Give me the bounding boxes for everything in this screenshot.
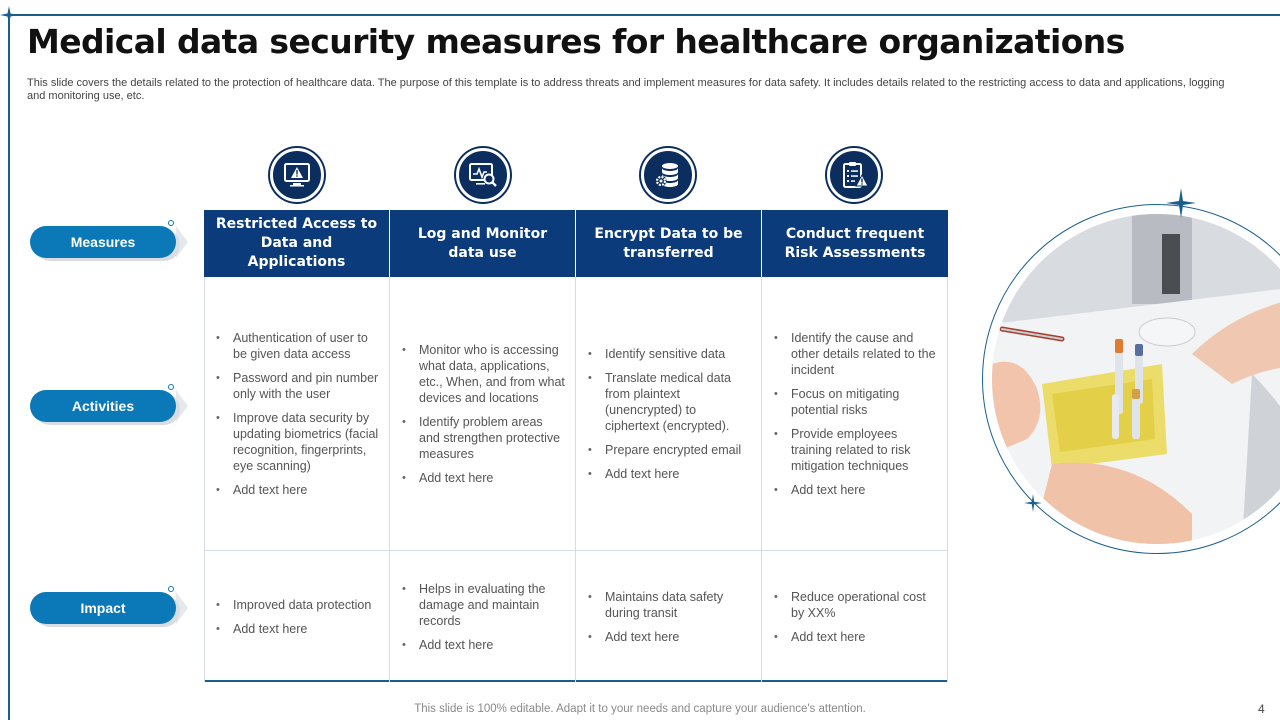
footer-note: This slide is 100% editable. Adapt it to your needs and capture your audience's attention. (414, 703, 866, 715)
list-item: • Identify problem areas and strengthen protective measures (400, 414, 566, 462)
row-label-activities: Activities (30, 390, 176, 422)
activities-cell-restricted-access (204, 277, 390, 550)
sparkle-icon (1024, 494, 1042, 512)
list-item: • Add text here (586, 629, 752, 645)
impact-cell-restricted-access (204, 551, 390, 682)
impact-cell-encrypt-data (576, 551, 762, 682)
list-item: • Maintains data safety during transit (586, 589, 752, 621)
list-item: • Reduce operational cost by XX% (772, 589, 938, 621)
row-label-measures: Measures (30, 226, 176, 258)
list-item: • Improved data protection (214, 597, 380, 613)
list-item: • Provide employees training related to risk mitigation techniques (772, 426, 938, 474)
list-item: • Add text here (772, 482, 938, 498)
list-item: • Add text here (586, 466, 752, 482)
list-item: • Authentication of user to be given data access (214, 330, 380, 362)
list-item: • Prepare encrypted email (586, 442, 752, 458)
monitor-magnifier-icon (456, 148, 510, 202)
clipboard-warning-icon (827, 148, 881, 202)
activities-cell-encrypt-data (576, 277, 762, 550)
row-label-impact: Impact (30, 592, 176, 624)
measures-table (204, 210, 948, 682)
list-item: • Improve data security by updating biometrics (facial recognition, fingerprints, eye scanning) (214, 410, 380, 474)
activities-cell-log-monitor (390, 277, 576, 550)
list-item: • Monitor who is accessing what data, applications, etc., When, and from what devices and locations (400, 342, 566, 406)
list-item: • Add text here (214, 482, 380, 498)
activities-cell-risk-assessments (762, 277, 948, 550)
page-subtitle: This slide covers the details related to the protection of healthcare data. The purpose of this template is to address threats and implement measures for data safety. It includes details related to the restricting access to data and applications, logging and monitoring use, etc. (27, 77, 1225, 102)
impact-pill-arrow (176, 592, 188, 624)
sparkle-icon (1166, 188, 1196, 218)
list-item: • Add text here (214, 621, 380, 637)
frame-top-line (8, 14, 1280, 16)
list-item: • Password and pin number only with the user (214, 370, 380, 402)
list-item: • Identify sensitive data (586, 346, 752, 362)
page-number: 4 (1258, 702, 1265, 716)
impact-cell-risk-assessments (762, 551, 948, 682)
impact-pill-dot (168, 586, 174, 592)
column-header-restricted-access: Restricted Access to Data and Applications (204, 210, 389, 277)
activities-pill-arrow (176, 390, 188, 422)
list-item: • Focus on mitigating potential risks (772, 386, 938, 418)
frame-left-line (8, 14, 10, 720)
list-item: • Add text here (772, 629, 938, 645)
impact-cell-log-monitor (390, 551, 576, 682)
monitor-alert-icon (270, 148, 324, 202)
list-item: • Helps in evaluating the damage and maintain records (400, 581, 566, 629)
activities-pill-dot (168, 384, 174, 390)
column-header-log-monitor: Log and Monitor data use (390, 210, 575, 277)
measures-pill-arrow (176, 226, 188, 258)
list-item: • Add text here (400, 470, 566, 486)
list-item: • Identify the cause and other details related to the incident (772, 330, 938, 378)
page-title: Medical data security measures for healthcare organizations (27, 22, 1125, 61)
list-item: • Add text here (400, 637, 566, 653)
column-header-encrypt-data: Encrypt Data to be transferred (576, 210, 761, 277)
measures-pill-dot (168, 220, 174, 226)
corner-sparkle-icon (0, 6, 18, 24)
database-gear-icon (641, 148, 695, 202)
column-header-risk-assessments: Conduct frequent Risk Assessments (762, 210, 948, 277)
list-item: • Translate medical data from plaintext (unencrypted) to ciphertext (encrypted). (586, 370, 752, 434)
